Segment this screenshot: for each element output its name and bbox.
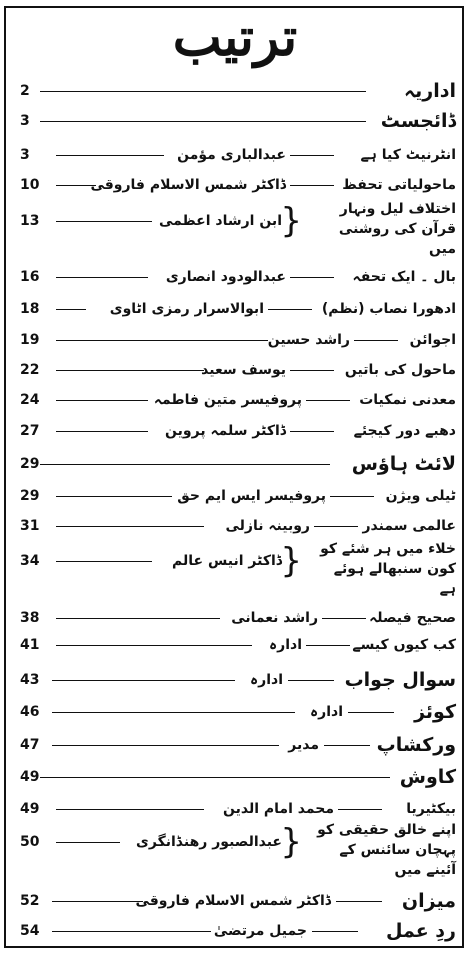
leader-line (56, 561, 152, 562)
leader-line (322, 618, 366, 619)
leader-line (56, 431, 148, 432)
toc-row (0, 916, 470, 946)
leader-line (268, 309, 312, 310)
page-number: 16 (20, 269, 40, 285)
article-title: ادھورا نصاب (نظم) (321, 301, 456, 317)
author-name: جمیل مرتضیٰ (213, 923, 307, 939)
article-title: کب کیوں کیسے (352, 637, 456, 653)
toc-row (0, 76, 470, 106)
leader-line (56, 526, 204, 527)
leader-line (56, 221, 152, 222)
leader-line (56, 645, 252, 646)
author-name: پروفیسر ایس ایم حق (177, 488, 326, 504)
leader-line (52, 745, 279, 746)
leader-line (56, 400, 148, 401)
leader-line (56, 185, 96, 186)
brace-mark: } (280, 201, 302, 241)
page-number: 3 (20, 113, 30, 129)
section-title: لائٹ ہاؤس (351, 453, 456, 475)
author-name: ابوالاسرار رمزی اٹاوی (109, 301, 264, 317)
article-title: انٹرنیٹ کیا ہے (360, 147, 456, 163)
page-number: 54 (20, 923, 40, 939)
toc-row (0, 262, 470, 292)
toc-row (0, 355, 470, 385)
author-name: ڈاکٹر شمس الاسلام فاروقی (90, 177, 286, 193)
page-number: 18 (20, 301, 40, 317)
author-name: عبدالودود انصاری (165, 269, 286, 285)
article-title: اختلاف لیل ونہار قرآن کی روشنی میں (338, 201, 456, 257)
toc-row (0, 603, 470, 633)
page-number: 19 (20, 332, 40, 348)
author-name: ڈاکٹر شمس الاسلام فاروقی (135, 893, 331, 909)
page-number: 29 (20, 456, 40, 472)
section-title: کوئز (414, 701, 456, 723)
leader-line (56, 340, 268, 341)
author-name: مدیر (288, 737, 319, 753)
toc-row (0, 416, 470, 446)
page-number: 27 (20, 423, 40, 439)
leader-line (336, 901, 382, 902)
leader-line (338, 809, 382, 810)
leader-line (56, 370, 204, 371)
brace-mark: } (280, 822, 302, 862)
author-name: ادارہ (268, 637, 302, 653)
author-name: روبینہ نازلی (225, 518, 310, 534)
leader-line (56, 618, 220, 619)
page-number: 31 (20, 518, 40, 534)
author-name: عبدالصبور رھنڈانگری (136, 834, 282, 850)
leader-line (290, 370, 334, 371)
author-name: پروفیسر متین فاطمہ (153, 392, 302, 408)
toc-row (0, 630, 470, 660)
page-number: 29 (20, 488, 40, 504)
leader-line (330, 496, 374, 497)
page-number: 13 (20, 213, 40, 229)
leader-line (348, 712, 394, 713)
leader-line (290, 431, 334, 432)
leader-line (52, 931, 211, 932)
article-title: ٹیلی ویژن (385, 488, 456, 504)
section-title: اداریہ (404, 80, 456, 102)
leader-line (56, 496, 172, 497)
page-number: 50 (20, 834, 40, 850)
toc-row (0, 886, 470, 916)
section-title: ورکشاپ (376, 734, 456, 756)
leader-line (306, 645, 350, 646)
toc-row (0, 201, 470, 257)
author-name: ڈاکٹر سلمہ پروین (165, 423, 286, 439)
page-number: 49 (20, 769, 40, 785)
leader-line (288, 680, 334, 681)
toc-row (0, 294, 470, 324)
page-number: 2 (20, 83, 30, 99)
leader-line (56, 155, 164, 156)
page-number: 10 (20, 177, 40, 193)
author-name: محمد امام الدین (223, 801, 334, 817)
page-number: 3 (20, 147, 30, 163)
article-title: ماحول کی باتیں (344, 362, 456, 378)
leader-line (52, 901, 143, 902)
page-number: 34 (20, 553, 40, 569)
toc-row (0, 385, 470, 415)
article-title: بیکٹیریا (406, 801, 456, 817)
section-title: کاوش (399, 766, 456, 788)
article-title: اپنے خالق حقیقی کو پہچان سائنس کے آئینے میں (317, 822, 456, 878)
article-title: خلاء میں ہر شئے کو کون سنبھالے ہوئے ہے (320, 541, 456, 597)
toc-row (0, 697, 470, 727)
leader-line (290, 185, 334, 186)
toc-row (0, 511, 470, 541)
section-title: سوال جواب (344, 669, 456, 691)
leader-line (312, 931, 358, 932)
leader-line (52, 680, 235, 681)
toc-row (0, 449, 470, 479)
article-title: بال ۔ ایک تحفہ (352, 269, 456, 285)
leader-line (354, 340, 398, 341)
page-number: 47 (20, 737, 40, 753)
author-name: راشد نعمانی (231, 610, 318, 626)
article-title: اجوائن (409, 332, 456, 348)
article-title: صحیح فیصلہ (369, 610, 456, 626)
page-number: 22 (20, 362, 40, 378)
article-title: عالمی سمندر (362, 518, 456, 534)
toc-row (0, 170, 470, 200)
author-name: یوسف سعید (201, 362, 286, 378)
section-title: ردِ عمل (386, 920, 456, 942)
toc-row (0, 665, 470, 695)
brace-mark: } (280, 541, 302, 581)
leader-line (56, 309, 86, 310)
leader-line (324, 745, 370, 746)
section-title: ڈائجسٹ (380, 110, 456, 132)
leader-line (56, 842, 120, 843)
leader-line (56, 277, 148, 278)
leader-line (56, 809, 204, 810)
author-name: ڈاکٹر انیس عالم (172, 553, 282, 569)
article-title: ماحولیاتی تحفظ (342, 177, 456, 193)
article-title: دھبے دور کیجئے (353, 423, 456, 439)
page-number: 43 (20, 672, 40, 688)
author-name: ادارہ (309, 704, 343, 720)
toc-row (0, 541, 470, 597)
leader-line (314, 526, 358, 527)
page-number: 49 (20, 801, 40, 817)
toc-row (0, 730, 470, 760)
toc-row (0, 822, 470, 878)
author-name: ادارہ (249, 672, 283, 688)
leader-line (40, 91, 366, 92)
leader-line (40, 121, 366, 122)
toc-row (0, 140, 470, 170)
article-title: معدنی نمکیات (359, 392, 456, 408)
page-number: 52 (20, 893, 40, 909)
page-number: 38 (20, 610, 40, 626)
author-name: راشد حسین (267, 332, 350, 348)
toc-row (0, 762, 470, 792)
leader-line (40, 464, 330, 465)
leader-line (306, 400, 350, 401)
page-number: 41 (20, 637, 40, 653)
page-number: 46 (20, 704, 40, 720)
toc-row (0, 481, 470, 511)
leader-line (40, 777, 390, 778)
page-title: ترتیب (172, 7, 298, 68)
section-title: میزان (401, 890, 456, 912)
leader-line (290, 277, 334, 278)
author-name: عبدالباری مؤمن (177, 147, 286, 163)
toc-row (0, 325, 470, 355)
page-number: 24 (20, 392, 40, 408)
leader-line (290, 155, 334, 156)
toc-row (0, 106, 470, 136)
author-name: ابن ارشاد اعظمی (158, 213, 282, 229)
leader-line (52, 712, 295, 713)
